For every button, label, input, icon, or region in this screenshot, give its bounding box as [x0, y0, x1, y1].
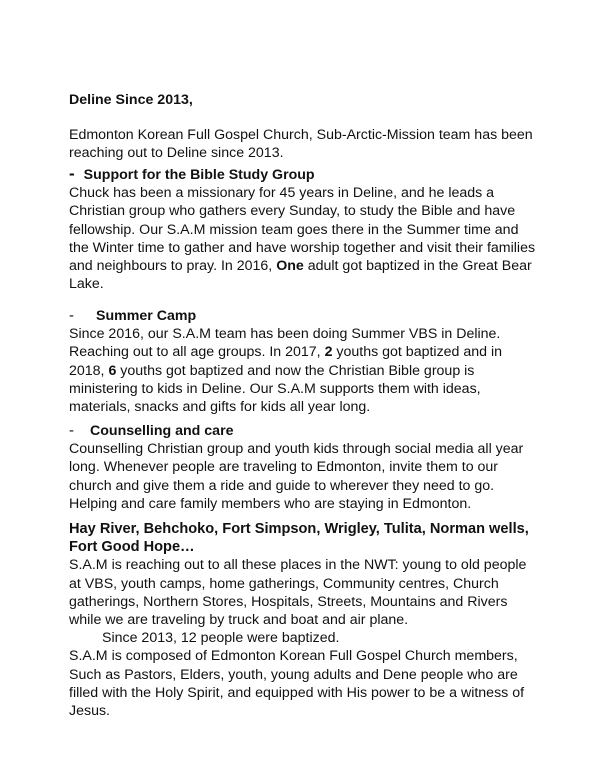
paragraph-line: Lake.	[69, 276, 104, 293]
paragraph-line: Christian group who gathers every Sunday, to study the Bible and have	[69, 203, 516, 220]
emphasis: 6	[108, 362, 117, 379]
paragraph-line: gatherings, Northern Stores, Hospitals, Streets, Mountains and Rivers	[69, 593, 508, 610]
paragraph-line: Such as Pastors, Elders, youth, young adults and Dene people who are	[69, 666, 518, 683]
bullet-dash: -	[69, 307, 74, 324]
section-heading	[69, 307, 539, 325]
paragraph-line: Helping and care family members who are staying in Edmonton.	[69, 495, 472, 512]
text-run: and neighbours to pray. In 2016,	[69, 258, 277, 275]
paragraph-line: fellowship. Our S.A.M mission team goes there in the Summer time and	[69, 221, 519, 238]
section-nwt-places	[69, 520, 539, 720]
paragraph-line	[69, 362, 539, 380]
section-heading-text: Counselling and care	[90, 423, 234, 439]
paragraph-line: church and give them a ride and guide to wherever they need to go.	[69, 477, 495, 494]
section-bible-study	[69, 165, 539, 293]
paragraph-line: at VBS, youth camps, home gatherings, Community centres, Church	[69, 575, 499, 592]
text-run: 2018,	[69, 362, 109, 379]
paragraph-line: long. Whenever people are traveling to Edmonton, invite them to our	[69, 459, 499, 476]
intro-paragraph	[69, 126, 539, 162]
paragraph-line: Chuck has been a missionary for 45 years in Deline, and he leads a	[69, 185, 495, 202]
paragraph-line: the Winter time to gather and have worship together and visit their families	[69, 239, 536, 256]
paragraph-line	[69, 257, 539, 275]
text-run: youths got baptized and in	[332, 344, 503, 361]
paragraph-line: S.A.M is composed of Edmonton Korean Full Gospel Church members,	[69, 648, 518, 665]
intro-line: Edmonton Korean Full Gospel Church, Sub-Arctic-Mission team has been	[69, 127, 533, 143]
text-run: Reaching out to all age groups. In 2017,	[69, 344, 325, 361]
page-title: Deline Since 2013,	[69, 92, 193, 108]
section-heading: Fort Good Hope…	[69, 539, 195, 556]
paragraph-line: Counselling Christian group and youth kids through social media all year	[69, 441, 524, 458]
paragraph-line: Since 2013, 12 people were baptized.	[102, 630, 340, 647]
intro-line: reaching out to Deline since 2013.	[69, 145, 284, 162]
paragraph-line: materials, snacks and gifts for kids all year long.	[69, 399, 371, 416]
emphasis: 2	[324, 344, 333, 361]
text-run: adult got baptized in the Great Bear	[303, 258, 532, 275]
section-heading: Hay River, Behchoko, Fort Simpson, Wrigley, Tulita, Norman wells,	[69, 521, 529, 537]
section-heading	[69, 422, 539, 440]
section-heading-text: Support for the Bible Study Group	[83, 167, 315, 183]
paragraph-line: Jesus.	[69, 703, 111, 720]
text-run: youths got baptized and now the Christian Bible group is	[116, 362, 475, 379]
bullet-dash: -	[69, 164, 75, 183]
section-heading	[69, 165, 539, 184]
paragraph-line	[69, 343, 539, 361]
paragraph-line: ministering to kids in Deline. Our S.A.M supports them with ideas,	[69, 380, 481, 397]
bullet-dash: -	[69, 422, 74, 439]
paragraph-line: filled with the Holy Spirit, and equipped with His power to be a witness of	[69, 684, 525, 701]
emphasis: One	[276, 258, 304, 275]
section-counselling	[69, 422, 539, 513]
section-heading-text: Summer Camp	[96, 308, 197, 324]
paragraph-line: while we are traveling by truck and boat and air plane.	[69, 612, 409, 629]
section-summer-camp	[69, 307, 539, 416]
paragraph-line: S.A.M is reaching out to all these places in the NWT: young to old people	[69, 557, 527, 574]
paragraph-line: Since 2016, our S.A.M team has been doing Summer VBS in Deline.	[69, 326, 501, 343]
